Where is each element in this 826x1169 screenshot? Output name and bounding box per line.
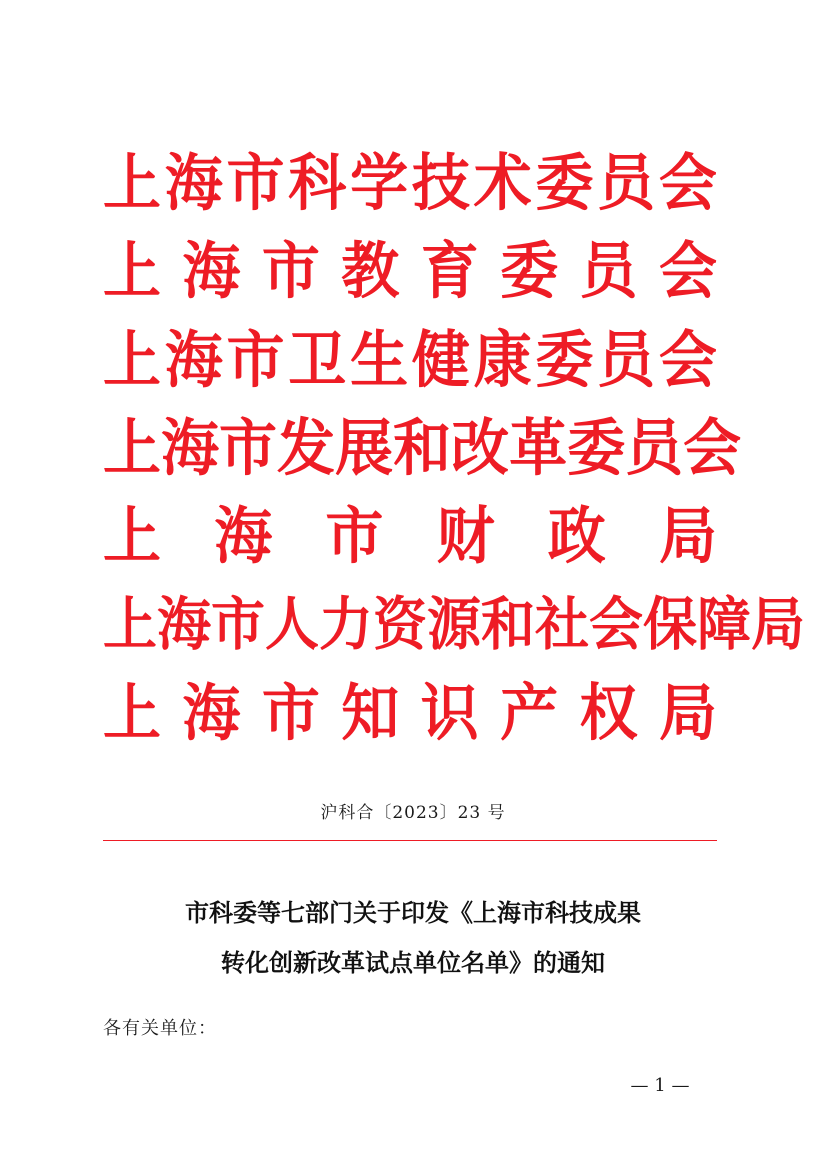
- issuer-character: 康: [473, 323, 532, 396]
- issuer-character: 障: [697, 590, 751, 659]
- issuer-character: 革: [509, 411, 568, 485]
- issuer-character: 源: [427, 590, 481, 659]
- issuer-line: [103, 313, 717, 407]
- issuer-character: 和: [481, 590, 535, 659]
- issuer-character: 识: [420, 676, 479, 749]
- issuer-character: 市: [226, 323, 285, 396]
- document-number: 沪科合〔2023〕23 号: [320, 803, 506, 823]
- issuer-character: 学: [350, 147, 409, 220]
- issuer-character: 技: [411, 147, 470, 220]
- issuer-character: 委: [567, 411, 626, 485]
- issuer-character: 市: [325, 500, 384, 573]
- issuer-character: 政: [547, 500, 606, 573]
- issuer-character: 术: [473, 147, 532, 220]
- issuer-character: 展: [335, 411, 394, 485]
- issuer-character: 教: [341, 235, 400, 308]
- issuer-character: 局: [751, 590, 805, 659]
- issuer-character: 员: [597, 147, 656, 220]
- issuer-character: 财: [436, 500, 495, 573]
- issuer-character: 委: [535, 147, 594, 220]
- issuer-character: 上: [103, 590, 157, 659]
- issuing-agencies-header: [103, 139, 805, 757]
- issuer-character: 海: [164, 147, 223, 220]
- issuer-character: 生: [350, 323, 409, 396]
- issuer-character: 健: [411, 323, 470, 396]
- issuer-character: 局: [658, 500, 717, 573]
- issuer-character: 和: [393, 411, 452, 485]
- issuer-character: 海: [214, 500, 273, 573]
- issuer-line: [103, 666, 717, 760]
- issuer-character: 会: [658, 235, 717, 308]
- issuer-character: 上: [103, 676, 162, 749]
- issuer-character: 社: [535, 590, 589, 659]
- issuer-character: 海: [164, 323, 223, 396]
- issuer-character: 市: [261, 676, 320, 749]
- issuer-character: 海: [161, 411, 220, 485]
- issuer-character: 上: [103, 235, 162, 308]
- document-title-line-2: 转化创新改革试点单位名单》的通知: [221, 948, 605, 977]
- issuer-character: 市: [211, 590, 265, 659]
- issuer-character: 改: [451, 411, 510, 485]
- issuer-character: 保: [643, 590, 697, 659]
- document-title: [80, 888, 746, 988]
- issuer-line: [103, 578, 805, 672]
- issuer-character: 会: [589, 590, 643, 659]
- issuer-character: 海: [157, 590, 211, 659]
- issuer-character: 上: [103, 411, 162, 485]
- issuer-character: 科: [288, 147, 347, 220]
- issuer-character: 员: [625, 411, 684, 485]
- issuer-character: 员: [579, 235, 638, 308]
- issuer-character: 员: [597, 323, 656, 396]
- issuer-character: 权: [579, 676, 638, 749]
- issuer-character: 委: [535, 323, 594, 396]
- issuer-character: 产: [500, 676, 559, 749]
- issuer-line: [103, 401, 742, 495]
- issuer-character: 会: [658, 323, 717, 396]
- document-title-line-1: 市科委等七部门关于印发《上海市科技成果: [185, 898, 641, 927]
- issuer-line: [103, 225, 717, 319]
- red-divider-line: [103, 840, 717, 841]
- issuer-character: 市: [261, 235, 320, 308]
- issuer-character: 市: [219, 411, 278, 485]
- issuer-character: 海: [182, 676, 241, 749]
- issuer-character: 人: [265, 590, 319, 659]
- issuer-character: 局: [658, 676, 717, 749]
- issuer-character: 上: [103, 323, 162, 396]
- issuer-line: [103, 490, 717, 584]
- page-number: — 1 —: [630, 1075, 690, 1096]
- issuer-character: 委: [500, 235, 559, 308]
- issuer-character: 海: [182, 235, 241, 308]
- issuer-character: 市: [226, 147, 285, 220]
- issuer-line: [103, 136, 717, 230]
- issuer-character: 资: [373, 590, 427, 659]
- issuer-character: 育: [420, 235, 479, 308]
- issuer-character: 发: [277, 411, 336, 485]
- issuer-character: 卫: [288, 323, 347, 396]
- issuer-character: 力: [319, 590, 373, 659]
- salutation: 各有关单位：: [103, 1018, 217, 1039]
- issuer-character: 会: [658, 147, 717, 220]
- issuer-character: 上: [103, 500, 162, 573]
- issuer-character: 会: [683, 411, 742, 485]
- issuer-character: 知: [341, 676, 400, 749]
- issuer-character: 上: [103, 147, 162, 220]
